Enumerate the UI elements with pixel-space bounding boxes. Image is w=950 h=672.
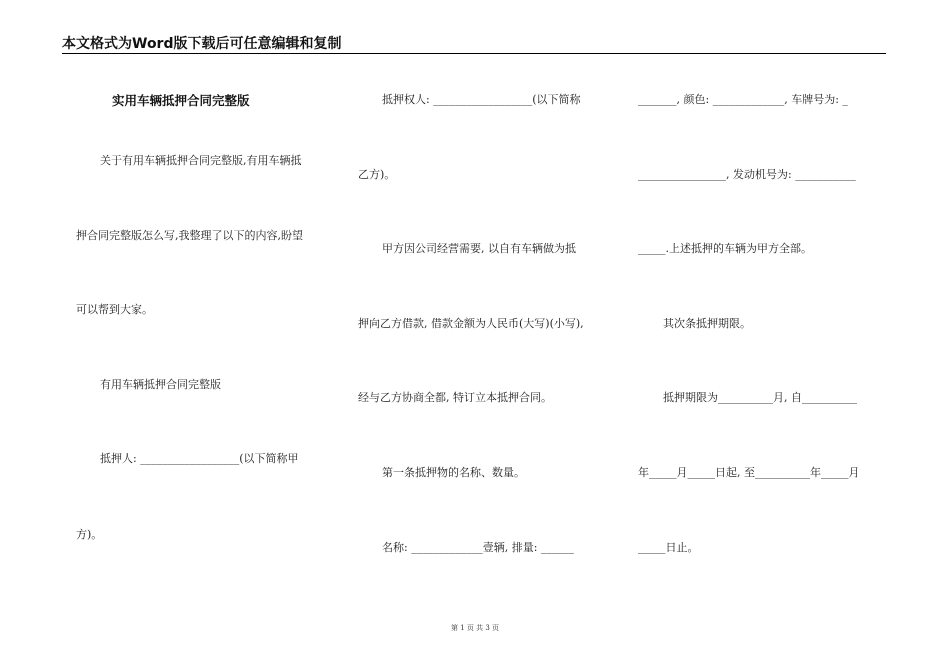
paragraph-line: 甲方因公司经营需要, 以自有车辆做为抵: [382, 242, 576, 255]
section-heading: 第一条抵押物的名称、数量。: [382, 466, 525, 479]
paragraph-line: 名称: _____________壹辆, 排量: ______: [382, 541, 574, 554]
paragraph-line: 押向乙方借款, 借款金额为人民币(大写)(小写),: [358, 317, 584, 330]
text-column-1: [62, 0, 328, 672]
section-heading: 有用车辆抵押合同完整版: [100, 378, 221, 391]
document-title: 实用车辆抵押合同完整版: [112, 93, 250, 108]
section-heading: 其次条抵押期限。: [663, 317, 751, 330]
text-column-3: [638, 0, 888, 672]
page-number-footer: 第 1 页 共 3 页: [450, 624, 500, 632]
paragraph-line: _____.上述抵押的车辆为甲方全部。: [638, 242, 812, 255]
paragraph-line: 方)。: [76, 528, 103, 541]
paragraph-line: 抵押人: __________________(以下简称甲: [100, 452, 299, 465]
paragraph-line: _____日止。: [638, 541, 699, 554]
paragraph-line: 经与乙方协商全都, 特订立本抵押合同。: [358, 391, 552, 404]
paragraph-line: 关于有用车辆抵押合同完整版,有用车辆抵: [100, 154, 302, 167]
paragraph-line: 押合同完整版怎么写,我整理了以下的内容,盼望: [76, 229, 303, 242]
paragraph-line: 年_____月_____日起, 至__________年_____月: [638, 466, 860, 479]
paragraph-line: 抵押权人: __________________(以下简称: [382, 93, 581, 106]
paragraph-line: ________________, 发动机号为: ___________: [638, 168, 856, 181]
paragraph-line: 抵押期限为__________月, 自__________: [663, 391, 857, 404]
paragraph-line: 乙方)。: [358, 168, 396, 181]
text-column-2: [358, 0, 608, 672]
paragraph-line: 可以帮到大家。: [76, 303, 153, 316]
paragraph-line: _______, 颜色: _____________, 车牌号为: _: [638, 93, 848, 106]
download-notice-header: 本文格式为Word版下载后可任意编辑和复制: [62, 36, 342, 52]
